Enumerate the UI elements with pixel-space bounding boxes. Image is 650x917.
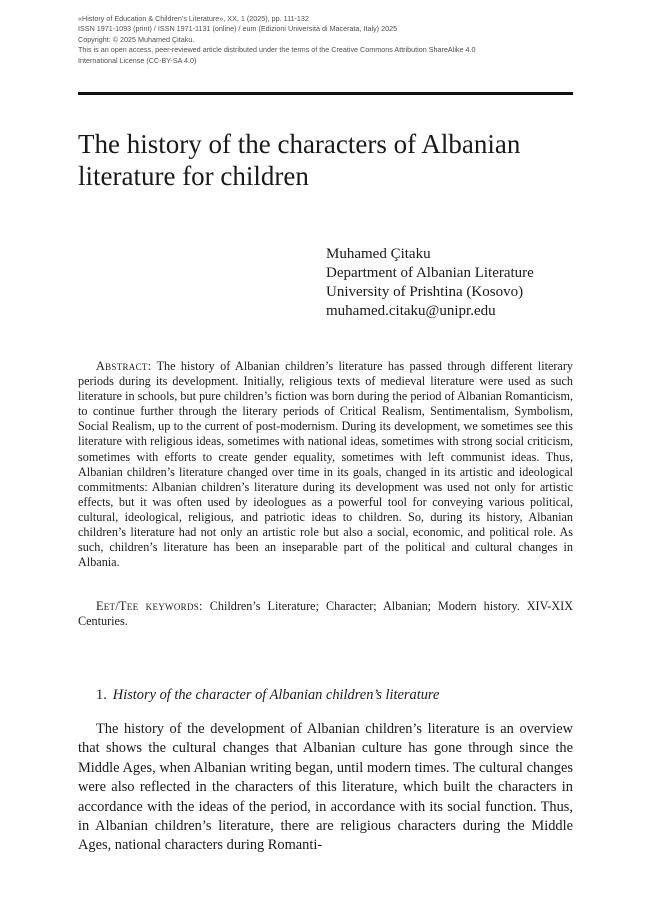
journal-header xyxy=(78,14,578,66)
keywords-label: Eet/Tee keywords: xyxy=(96,599,203,613)
license-line: International License (CC-BY-SA 4.0) xyxy=(78,55,197,65)
author-block xyxy=(326,245,576,321)
author-university: University of Prishtina (Kosovo) xyxy=(326,284,524,300)
section-heading xyxy=(96,686,576,704)
article-title: The history of the characters of Albanian literature for children xyxy=(78,129,521,191)
section-number: 1. xyxy=(96,687,107,703)
abstract-text: The history of Albanian children’s literature has passed through different literary periods during its development. Initially, religious texts of medieval literature were used as such literature in schools, but pure children’s fiction was born during the period of Albanian Romanticism, to continue further through the literary periods of Critical Realism, Sentimentalism, Symbolism, Social Realism, up to the current of post-modernism. During its development, we sometimes see this literature with religious ideas, sometimes with national ideas, sometimes with strong social criticism, sometimes with efforts to create gender equality, sometimes with left communist ideas. Thus, Albanian children’s literature changed over time in its goals, changed in its artistic and ideological commitments: Albanian children’s literature during its development was used not only for artistic effects, but it was often used by ideologues as a powerful tool for conveying various political, cultural, ideological, religious, and patriotic ideas to children. So, during its history, Albanian children’s literature had not only an artistic role but also a social, economic, and political role. As such, children’s literature has been an inseparable part of the political and cultural changes in Albania. xyxy=(78,359,573,570)
author-department: Department of Albanian Literature xyxy=(326,265,534,281)
keywords xyxy=(78,599,573,629)
body-paragraph: The history of the development of Albanian children’s literature is an overview that shows the cultural changes that Albanian culture has gone through since the Middle Ages, when Albanian writing began, until modern times. The cultural changes were also reflected in the characters of this literature, which built the characters in accordance with the ideas of the period, in accordance with its social function. Thus, in Albanian children’s literature, there are religious characters during the Middle Ages, national characters during Romanti- xyxy=(78,721,573,854)
abstract xyxy=(78,359,573,570)
author-email: muhamed.citaku@unipr.edu xyxy=(326,303,496,319)
abstract-label: Abstract: xyxy=(96,359,152,373)
license-line: This is an open access, peer-reviewed article distributed under the terms of the Creative Commons Attribution ShareAlike 4.0 xyxy=(78,45,476,55)
section-title: History of the character of Albanian children’s literature xyxy=(112,687,440,703)
issn-line: ISSN 1971-1093 (print) / ISSN 1971-1131 (online) / eum (Edizioni Università di Macerata, Italy) 2025 xyxy=(78,24,398,34)
journal-citation: «History of Education & Children’s Literature», XX, 1 (2025), pp. 111-132 xyxy=(78,14,309,23)
header-divider xyxy=(78,92,573,95)
author-name: Muhamed Çitaku xyxy=(326,246,431,262)
keywords-text: Children’s Literature; Character; Albanian; Modern history. XIV-XIX Centuries. xyxy=(78,599,574,629)
copyright-line: Copyright: © 2025 Muhamed Çitaku. xyxy=(78,34,195,44)
